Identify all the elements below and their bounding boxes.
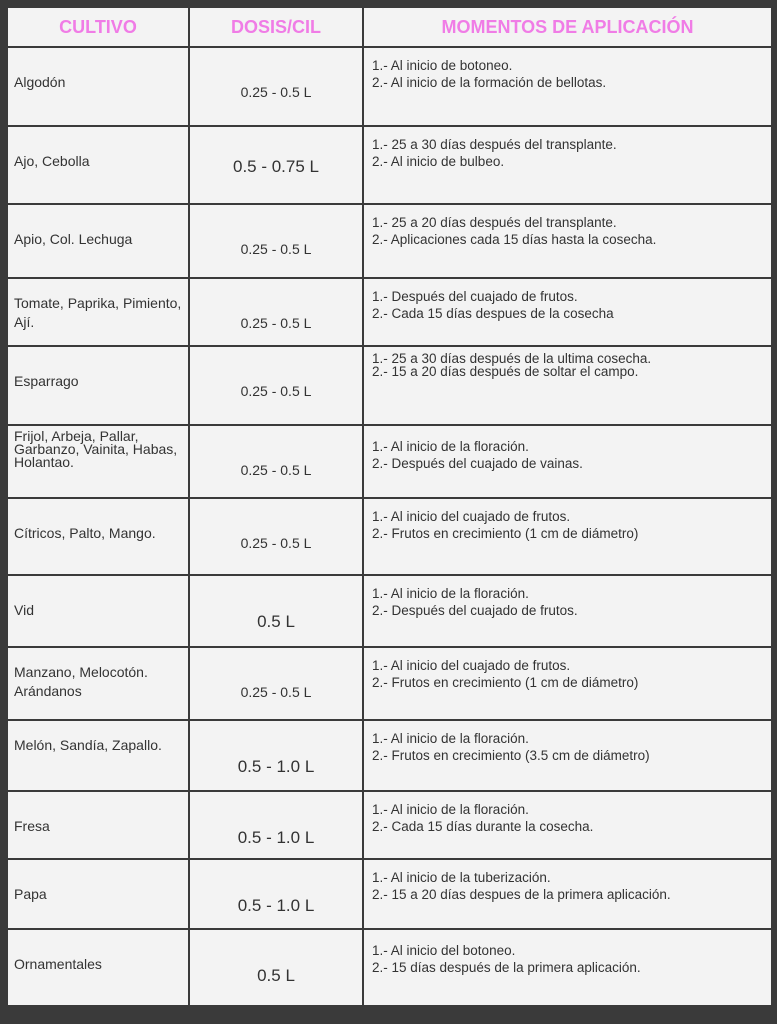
crop-cell (8, 860, 188, 928)
crop-cell (8, 721, 188, 790)
moments-cell (364, 576, 771, 646)
dose-value: 0.25 - 0.5 L (240, 315, 312, 331)
moments-cell (364, 648, 771, 719)
crop-name: Ajo, Cebolla (14, 153, 90, 169)
table-row (8, 48, 771, 125)
header-crop: CULTIVO (8, 8, 188, 46)
moment-step-1: 1.- Al inicio de la floración. (372, 586, 529, 601)
moment-step-1: 1.- Al inicio del cuajado de frutos. (372, 658, 571, 673)
application-table-frame (6, 6, 771, 1018)
crop-name: Melón, Sandía, Zapallo. (14, 737, 162, 753)
table-row (8, 860, 771, 928)
moment-step-1: 1.- Al inicio de la floración. (372, 731, 529, 746)
application-table (6, 6, 773, 1007)
moments-cell (364, 205, 771, 277)
moments-cell (364, 930, 771, 1005)
crop-cell (8, 48, 188, 125)
crop-cell (8, 930, 188, 1005)
dose-cell (190, 279, 362, 345)
moments-cell (364, 860, 771, 928)
crop-name: Fresa (14, 818, 50, 834)
crop-name: Papa (14, 886, 47, 902)
table-row (8, 576, 771, 646)
crop-cell (8, 127, 188, 203)
crop-name: Cítricos, Palto, Mango. (14, 525, 156, 541)
dose-cell (190, 860, 362, 928)
moment-step-2: 2.- Después del cuajado de vainas. (372, 456, 583, 471)
moment-step-2: 2.- Al inicio de la formación de bellotas. (372, 75, 607, 90)
moments-cell (364, 279, 771, 345)
table-row (8, 930, 771, 1005)
dose-value: 0.25 - 0.5 L (240, 241, 312, 257)
dose-cell (190, 205, 362, 277)
crop-cell (8, 648, 188, 719)
dose-value: 0.25 - 0.5 L (240, 535, 312, 551)
moment-step-1: 1.- Al inicio de la tuberización. (372, 870, 551, 885)
moments-cell (364, 721, 771, 790)
table-row (8, 127, 771, 203)
crop-name: Algodón (14, 74, 66, 90)
dose-value: 0.5 L (257, 612, 295, 631)
crop-cell (8, 347, 188, 424)
dose-value: 0.5 - 1.0 L (237, 896, 315, 915)
header-moments: MOMENTOS DE APLICACIÓN (364, 8, 771, 46)
moment-step-1: 1.- 25 a 30 días después del transplante. (372, 137, 617, 152)
moments-cell (364, 347, 771, 424)
crop-name: Tomate, Paprika, Pimiento, Ají. (14, 295, 182, 330)
crop-cell (8, 205, 188, 277)
moment-step-1: 1.- 25 a 30 días después de la ultima cosecha. (372, 351, 652, 366)
crop-cell (8, 426, 188, 497)
dose-cell (190, 426, 362, 497)
table-row (8, 426, 771, 497)
table-row (8, 347, 771, 424)
dose-cell (190, 792, 362, 858)
moment-step-2: 2.- 15 a 20 días despues de la primera aplicación. (372, 887, 671, 902)
moment-step-1: 1.- Al inicio del botoneo. (372, 943, 516, 958)
dose-value: 0.5 - 1.0 L (237, 757, 315, 776)
dose-cell (190, 721, 362, 790)
dose-value: 0.5 L (257, 966, 295, 985)
dose-cell (190, 648, 362, 719)
moment-step-1: 1.- Después del cuajado de frutos. (372, 289, 578, 304)
moments-cell (364, 792, 771, 858)
dose-value: 0.25 - 0.5 L (240, 84, 312, 100)
crop-name: Manzano, Melocotón. Arándanos (14, 664, 148, 699)
crop-cell (8, 576, 188, 646)
dose-value: 0.25 - 0.5 L (240, 383, 312, 399)
table-row (8, 648, 771, 719)
dose-value: 0.5 - 1.0 L (237, 828, 315, 847)
crop-cell (8, 279, 188, 345)
crop-name: Vid (14, 602, 34, 618)
dose-cell (190, 576, 362, 646)
crop-cell (8, 792, 188, 858)
table-row (8, 721, 771, 790)
crop-name: Ornamentales (14, 956, 102, 972)
dose-cell (190, 499, 362, 574)
dose-cell (190, 347, 362, 424)
header-dose: DOSIS/CIL (190, 8, 362, 46)
dose-value: 0.25 - 0.5 L (240, 684, 312, 700)
moments-cell (364, 127, 771, 203)
moment-step-2: 2.- Al inicio de bulbeo. (372, 154, 505, 169)
moment-step-2: 2.- 15 a 20 días después de soltar el campo. (372, 364, 639, 379)
moment-step-1: 1.- Al inicio de botoneo. (372, 58, 513, 73)
crop-cell (8, 499, 188, 574)
moments-cell (364, 48, 771, 125)
dose-cell (190, 930, 362, 1005)
dose-value: 0.25 - 0.5 L (240, 462, 312, 478)
table-row (8, 792, 771, 858)
moment-step-2: 2.- Frutos en crecimiento (1 cm de diámetro) (372, 675, 639, 690)
moments-cell (364, 426, 771, 497)
moment-step-2: 2.- Frutos en crecimiento (3.5 cm de diámetro) (372, 748, 650, 763)
table-row (8, 279, 771, 345)
crop-name: Esparrago (14, 373, 79, 389)
moment-step-2: 2.- Después del cuajado de frutos. (372, 603, 578, 618)
moment-step-2: 2.- Aplicaciones cada 15 días hasta la cosecha. (372, 232, 657, 247)
crop-name: Apio, Col. Lechuga (14, 231, 133, 247)
dose-value: 0.5 - 0.75 L (232, 157, 319, 176)
moment-step-2: 2.- Frutos en crecimiento (1 cm de diámetro) (372, 526, 639, 541)
table-row (8, 205, 771, 277)
header-row (8, 8, 771, 46)
moment-step-2: 2.- Cada 15 días despues de la cosecha (372, 306, 614, 321)
moments-cell (364, 499, 771, 574)
moment-step-2: 2.- 15 días después de la primera aplicación. (372, 960, 641, 975)
moment-step-2: 2.- Cada 15 días durante la cosecha. (372, 819, 594, 834)
moment-step-1: 1.- Al inicio de la floración. (372, 802, 529, 817)
dose-cell (190, 127, 362, 203)
dose-cell (190, 48, 362, 125)
crop-name: Frijol, Arbeja, Pallar, Garbanzo, Vainita, Habas, Holantao. (14, 428, 178, 470)
moment-step-1: 1.- Al inicio de la floración. (372, 439, 529, 454)
table-row (8, 499, 771, 574)
moment-step-1: 1.- Al inicio del cuajado de frutos. (372, 509, 571, 524)
moment-step-1: 1.- 25 a 20 días después del transplante. (372, 215, 617, 230)
